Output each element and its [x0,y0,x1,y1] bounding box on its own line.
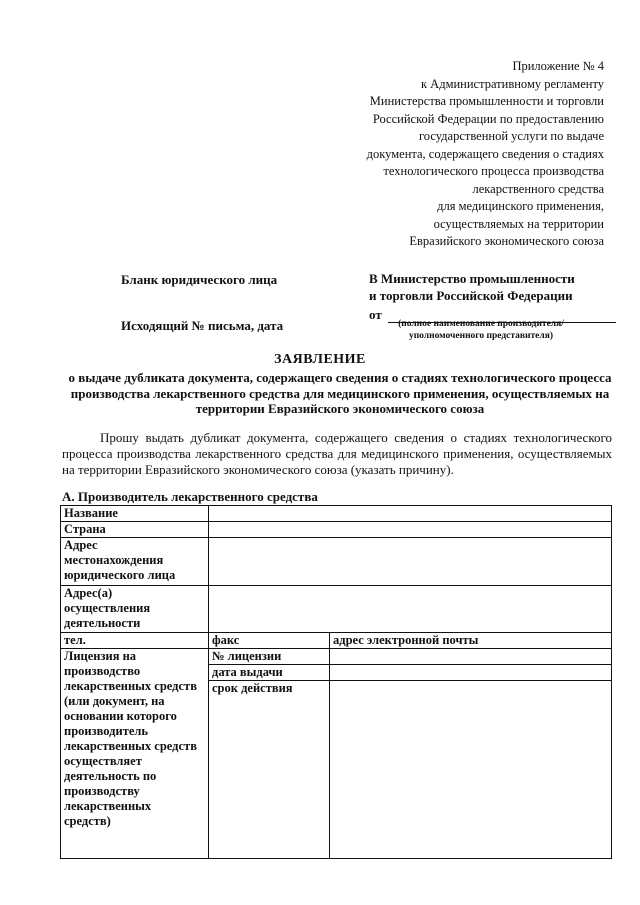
label-line: лекарственных средств [64,679,197,693]
appendix-line: государственной услуги по выдаче [418,129,604,143]
appendix-line: документа, содержащего сведения о стадиях [366,146,604,161]
addressee-line: В Министерство промышленности [369,271,575,286]
name-value-cell[interactable] [209,506,612,522]
subtitle-line: производства лекарственного средства для медицинского применения, осуществляемых на [70,385,610,401]
license-number-value-cell[interactable] [330,649,612,665]
from-field-hint [386,318,576,342]
table-row [61,506,612,522]
appendix-line: Евразийского экономического союза [409,234,604,248]
request-paragraph: Прошу выдать дубликат документа, содержащего сведения о стадиях технологического процесса производства лекарственного средства для медицинского применения, осуществляемых на территории Евразийского экономического союза (указать причину). [62,430,612,477]
label-line: средств) [64,814,111,828]
table-row [61,633,612,649]
label-line: Адрес [64,538,98,552]
appendix-line: для медицинского применения, [437,199,604,213]
from-label: от [369,307,382,322]
label-line: производитель [64,724,149,738]
country-label: Страна [61,522,209,538]
table-row [61,538,612,586]
addressee-line: и торговли Российской Федерации [369,288,573,303]
subtitle-line: территории Евразийского экономического союза [195,401,485,416]
label-line: производство [64,664,141,678]
from-hint-line: (полное наименование производителя/ [398,319,564,329]
document-title: ЗАЯВЛЕНИЕ [274,352,366,367]
appendix-line: технологического процесса производства [383,164,604,178]
country-value-cell[interactable] [209,522,612,538]
appendix-line: лекарственного средства [472,181,604,196]
label-line: осуществляет [64,754,142,768]
document-subtitle [60,370,620,417]
validity-value-cell[interactable] [330,681,612,859]
legal-address-value-cell[interactable] [209,538,612,586]
legal-entity-letterhead-label: Бланк юридического лица [121,272,278,287]
appendix-line: к Административному регламенту [420,76,604,91]
addressee-block [369,270,616,323]
section-a-title: А. Производитель лекарственного средства [62,489,318,504]
issue-date-label: дата выдачи [209,665,330,681]
from-hint-line: уполномоченного представителя) [408,331,554,341]
fax-label: факс [209,633,330,649]
validity-label: срок действия [209,681,330,859]
label-line: деятельность по [64,769,157,783]
email-label: адрес электронной почты [330,633,612,649]
table-row [61,522,612,538]
appendix-line: Российской Федерации по предоставлению [372,111,604,126]
label-line: местонахождения [64,553,164,567]
appendix-block [324,58,604,251]
label-line: Адрес(а) [64,586,113,600]
activity-address-value-cell[interactable] [209,586,612,633]
manufacturer-table [60,505,612,859]
label-line: основании которого [64,709,177,723]
appendix-line: осуществляемых на территории [433,216,604,231]
appendix-line: Министерства промышленности и торговли [369,94,604,108]
issue-date-value-cell[interactable] [330,665,612,681]
activity-address-label [61,586,209,633]
phone-label: тел. [61,633,209,649]
name-label: Название [61,506,209,522]
label-line: лекарственных средств [64,739,197,753]
license-label [61,649,209,859]
appendix-line: Приложение № 4 [512,59,604,73]
table-row [61,649,612,665]
label-line: юридического лица [64,568,176,582]
outgoing-number-label: Исходящий № письма, дата [121,318,284,333]
label-line: производству [64,784,140,798]
legal-address-label [61,538,209,586]
subtitle-line: о выдаче дубликата документа, содержащего сведения о стадиях технологического процесса [68,370,612,385]
license-number-label: № лицензии [209,649,330,665]
label-line: Лицензия на [64,649,137,663]
label-line: осуществления [64,601,151,615]
label-line: лекарственных [64,799,152,813]
label-line: деятельности [64,616,141,630]
label-line: (или документ, на [64,694,165,708]
table-row [61,586,612,633]
